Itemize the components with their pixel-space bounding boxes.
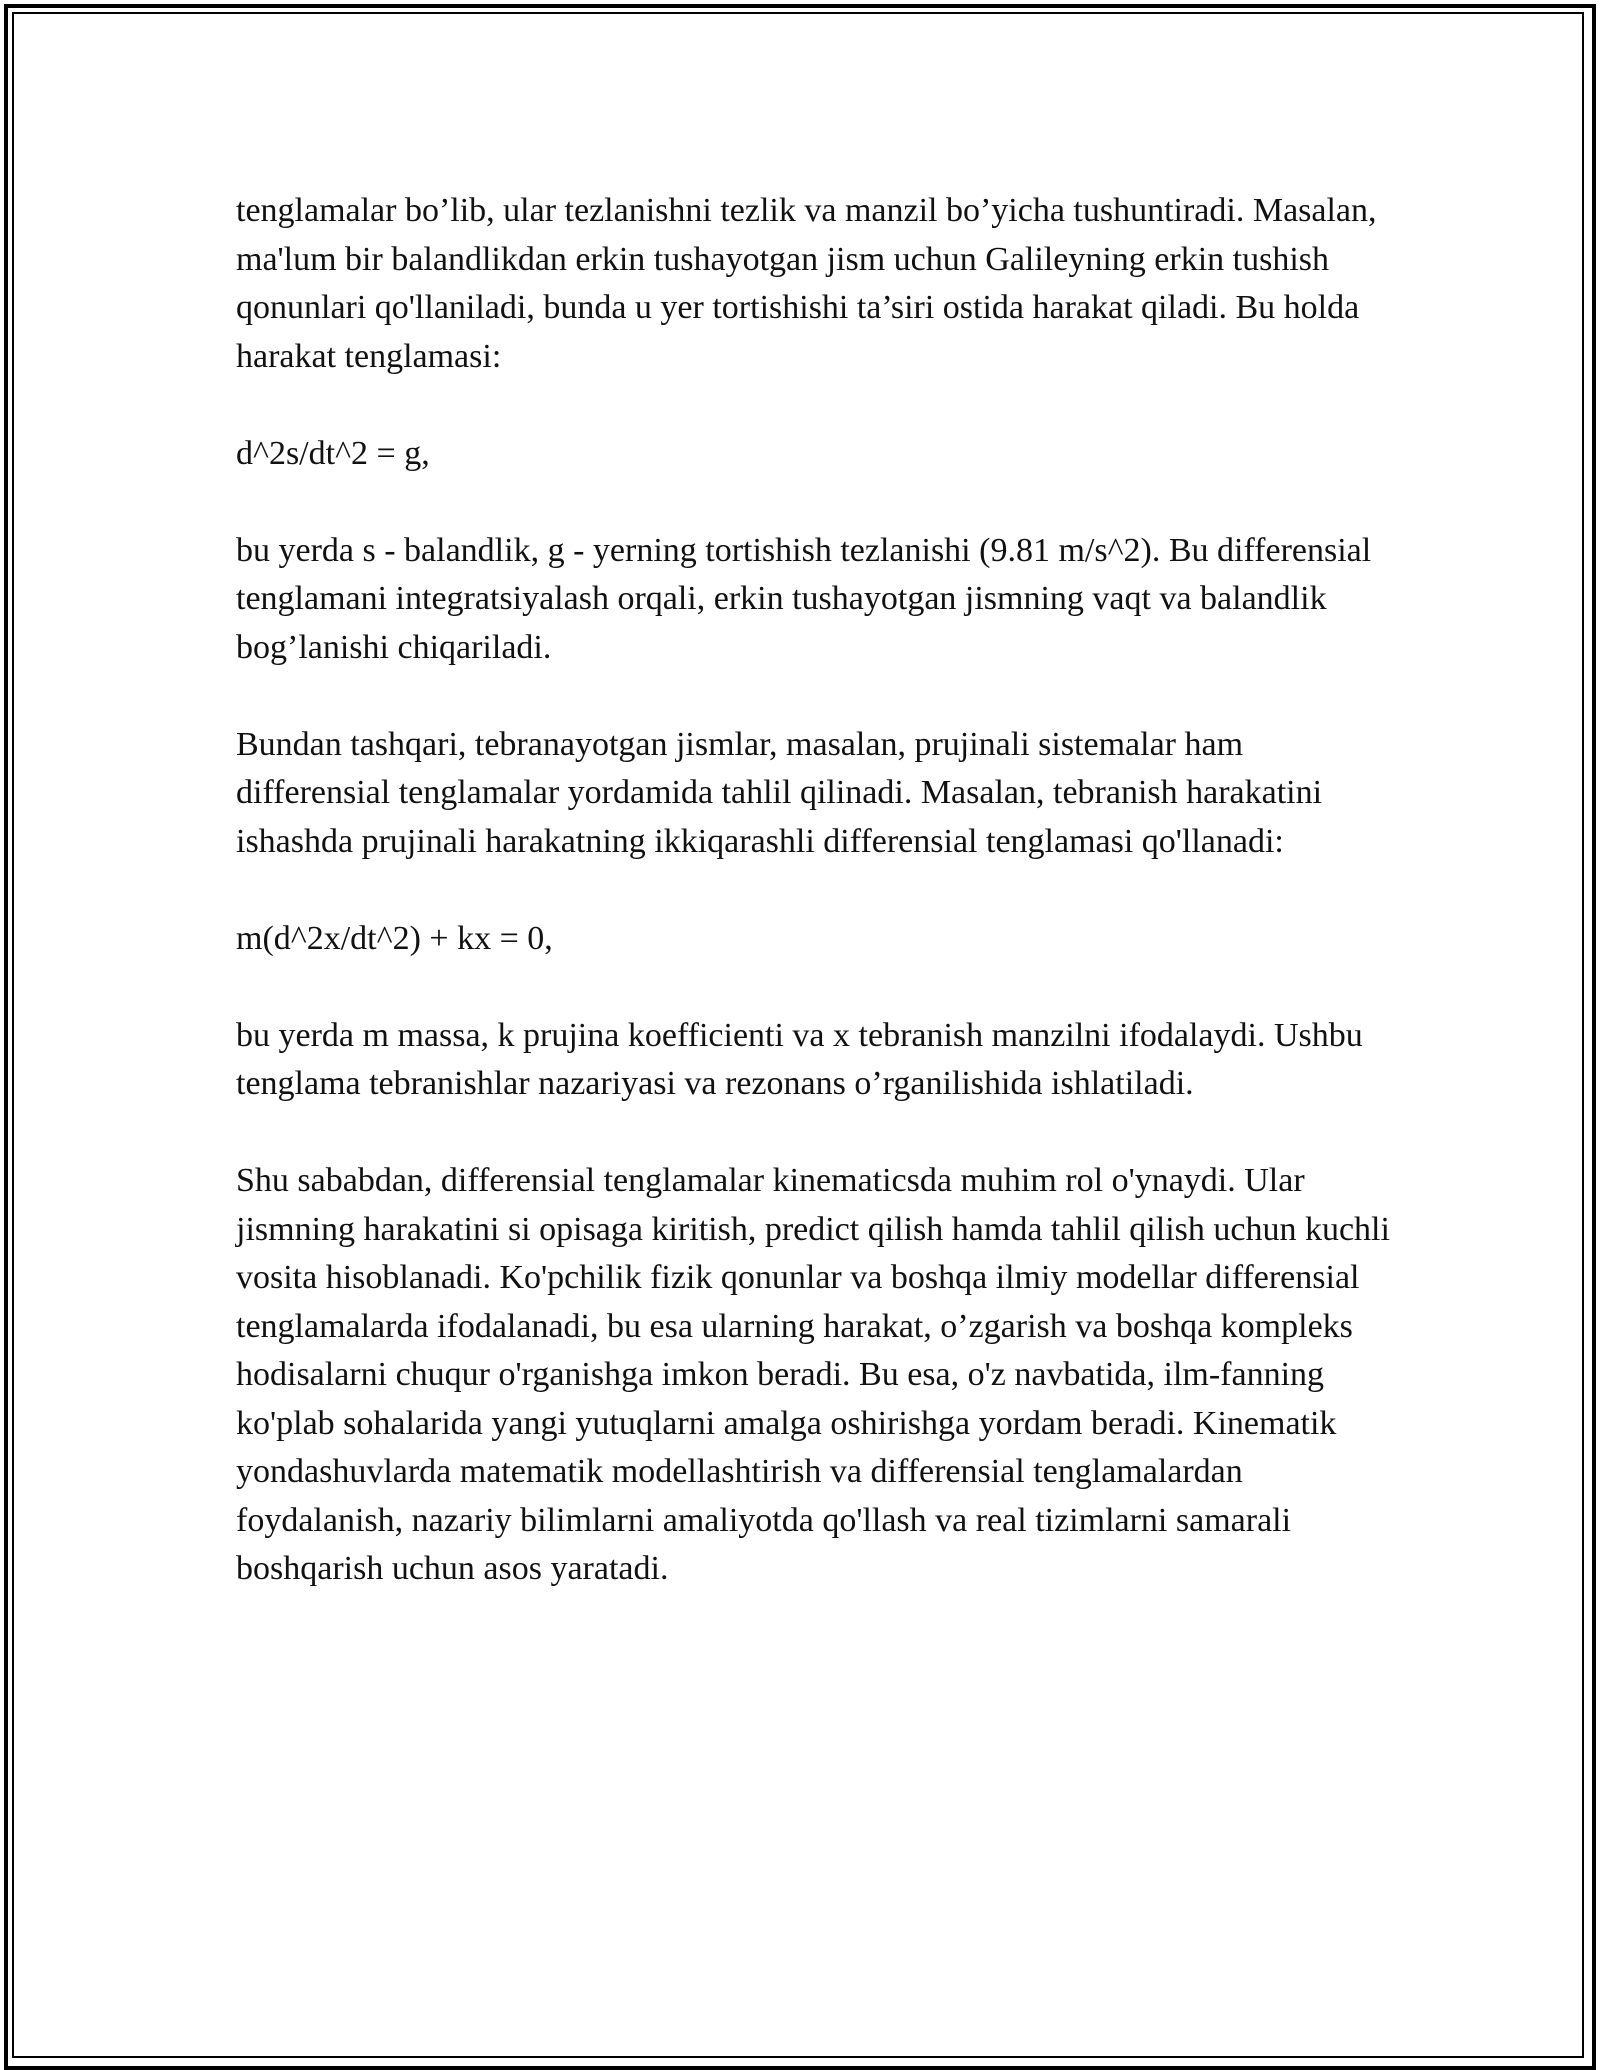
equation-free-fall: d^2s/dt^2 = g, [236, 434, 430, 472]
paragraph-free-fall-explanation: bu yerda s - balandlik, g - yerning tortishish tezlanishi (9.81 m/s^2). Bu differensial tenglamani integratsiyalash orqali, erkin tushayotgan jismning vaqt va balandlik bog’lanishi chiqariladi. [236, 531, 1372, 666]
paragraph-spring-explanation: bu yerda m massa, k prujina koefficienti va x tebranish manzilni ifodalaydi. Ushbu tenglama tebranishlar nazariyasi va rezonans o’rganilishida ishlatiladi. [236, 1016, 1363, 1102]
paragraph-intro: tenglamalar bo’lib, ular tezlanishni tezlik va manzil bo’yicha tushuntiradi. Masalan, ma'lum bir balandlikdan erkin tushayotgan jism uchun Galileyning erkin tushish qonunlari qo'llaniladi, bunda u yer tortishishi ta’siri ostida harakat qiladi. Bu holda harakat tenglamasi: [236, 192, 1377, 375]
paragraph-conclusion: Shu sababdan, differensial tenglamalar kinematicsda muhim rol o'ynaydi. Ular jismning harakatini si opisaga kiritish, predict qilish hamda tahlil qilish uchun kuchli vosita hisoblanadi. Ko'pchilik fizik qonunlar va boshqa ilmiy modellar differensial tenglamalarda ifodalanadi, bu esa ularning harakat, o’zgarish va boshqa kompleks hodisalarni chuqur o'rganishga imkon beradi. Bu esa, o'z navbatida, ilm-fanning ko'plab sohalarida yangi yutuqlarni amalga oshirishga yordam beradi. Kinematik yondashuvlarda matematik modellashtirish va differensial tenglamalardan foydalanish, nazariy bilimlarni amaliyotda qo'llash va real tizimlarni samarali boshqarish uchun asos yaratadi. [236, 1162, 1390, 1587]
paragraph-oscillation: Bundan tashqari, tebranayotgan jismlar, masalan, prujinali sistemalar ham differensial tenglamalar yordamida tahlil qilinadi. Masalan, tebranish harakatini ishashda prujinali harakatning ikkiqarashli differensial tenglamasi qo'llanadi: [236, 725, 1323, 860]
document-body [236, 187, 1396, 1642]
equation-spring: m(d^2x/dt^2) + kx = 0, [236, 919, 553, 957]
